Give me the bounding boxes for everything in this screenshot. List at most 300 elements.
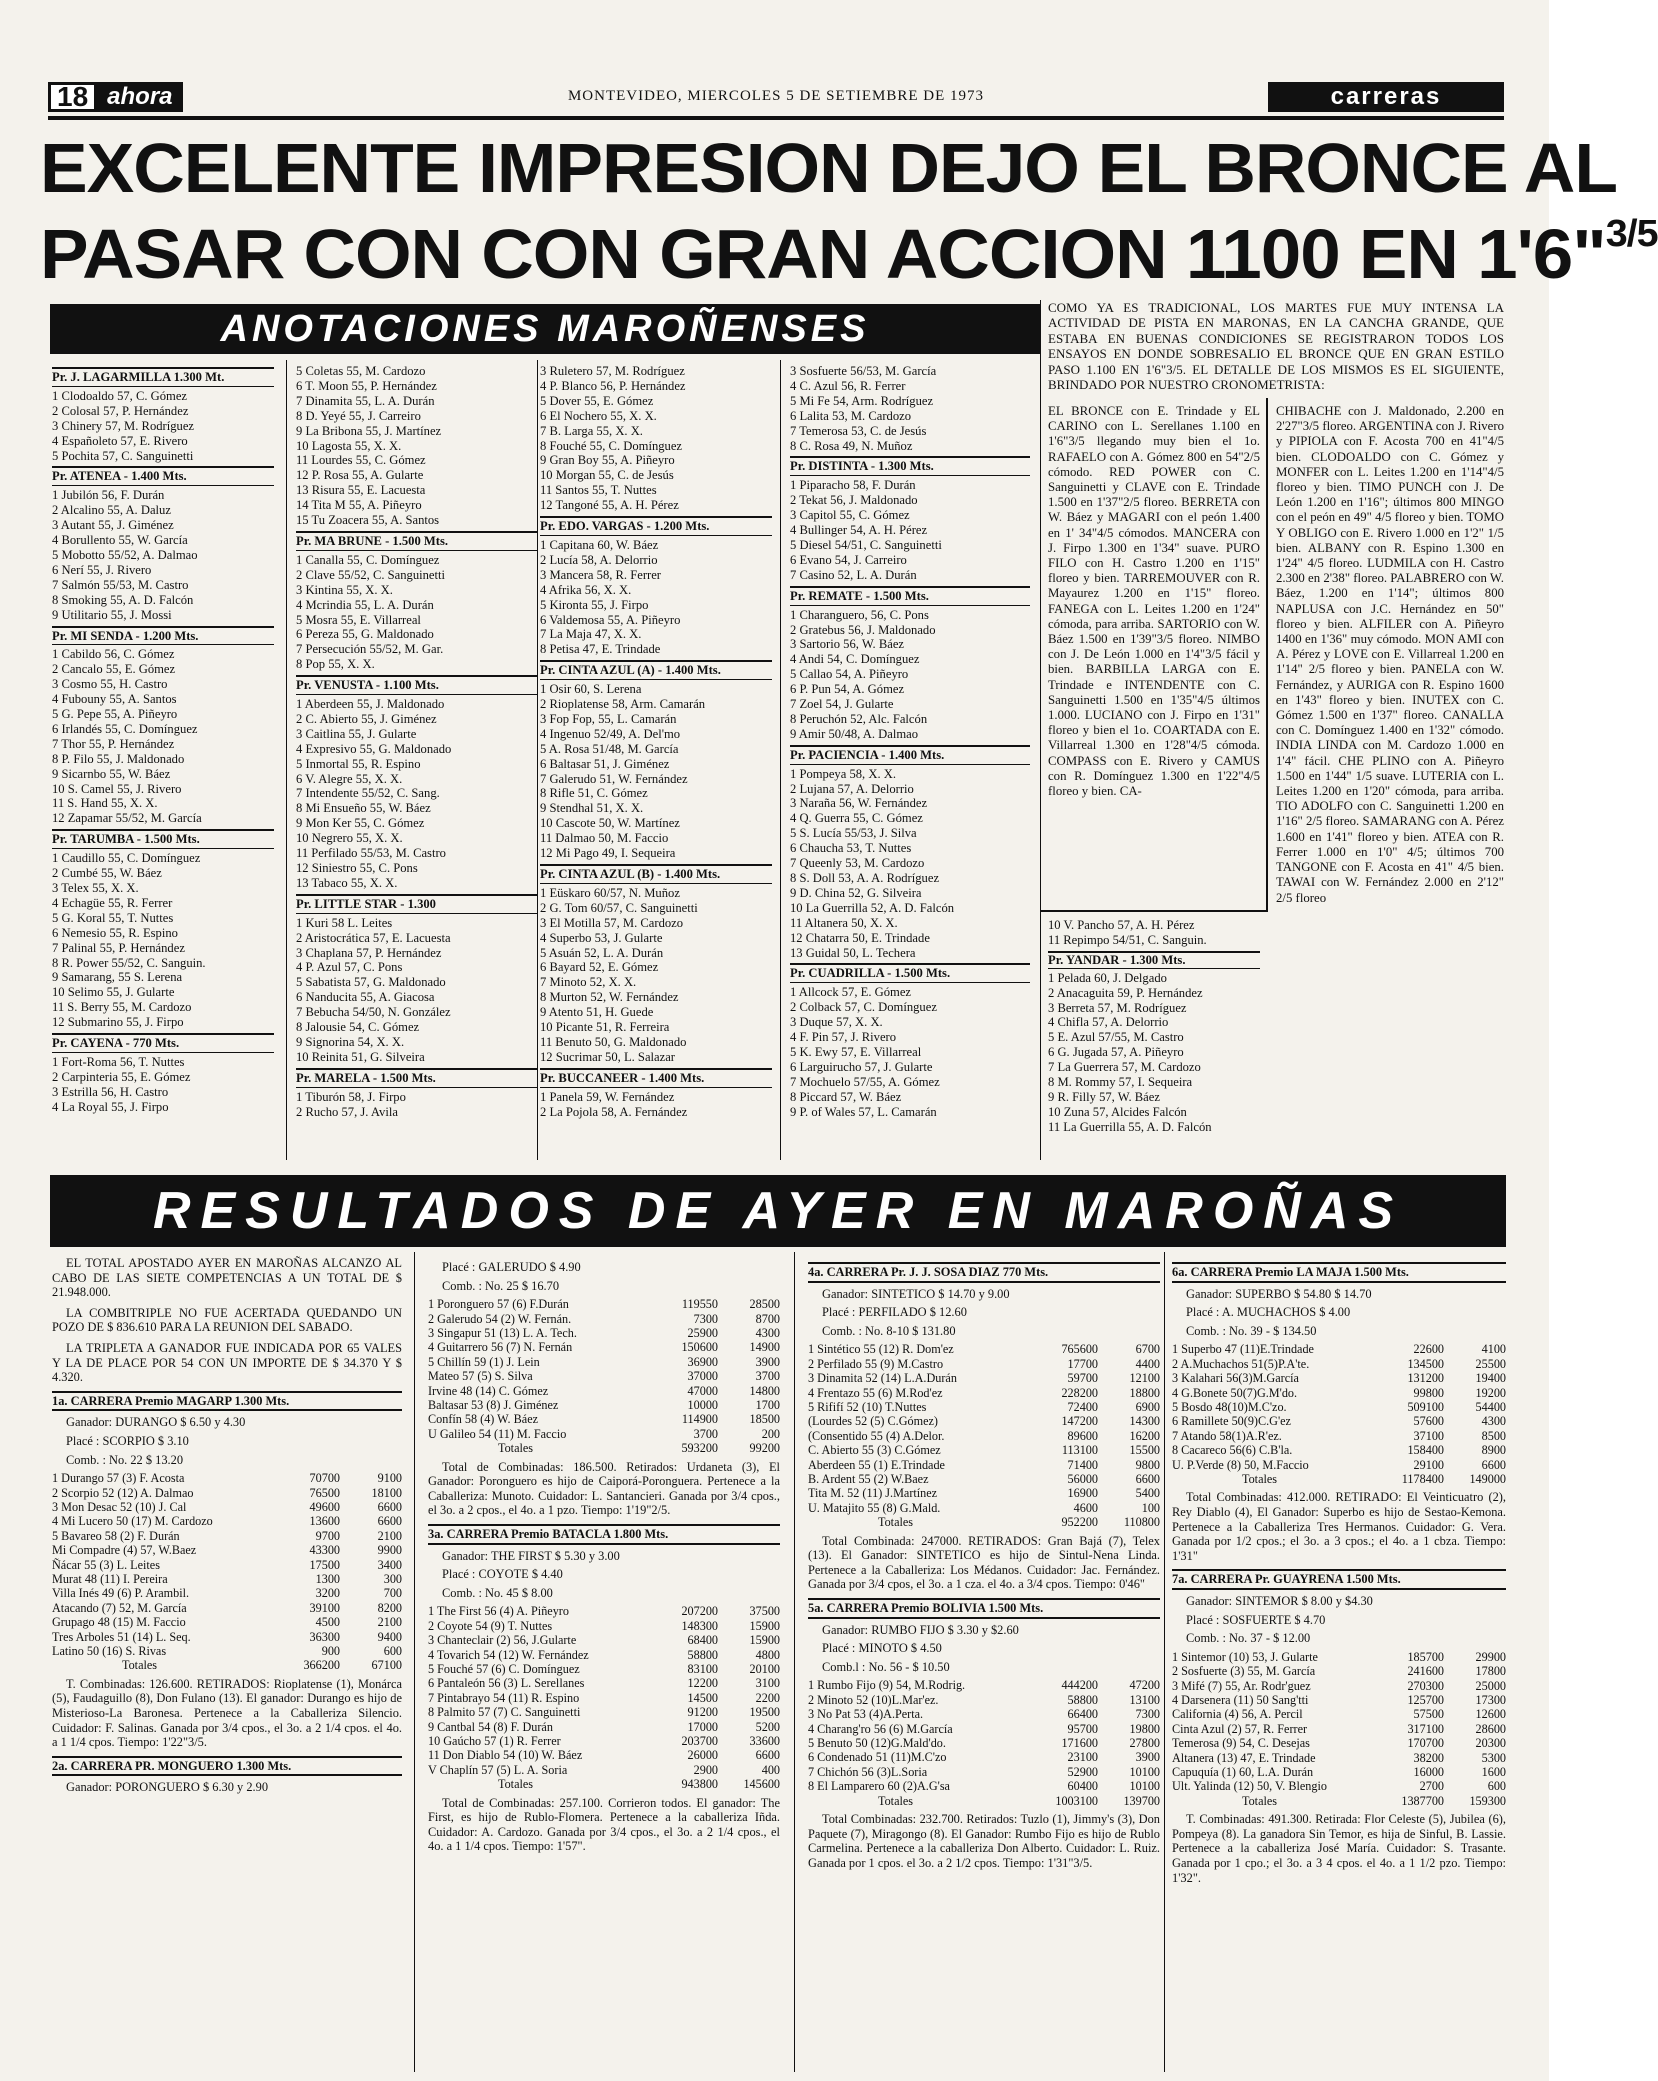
- entry-line: 2 Gratebus 56, J. Maldonado: [790, 622, 936, 637]
- entry-line: 4 Echagüe 55, R. Ferrer: [52, 895, 173, 910]
- entry-line: 4 Ingenuo 52/49, A. Del'mo: [540, 726, 681, 741]
- table-row: [428, 1312, 780, 1326]
- entry-line: 9 Utilitario 55, J. Mossi: [52, 607, 172, 622]
- bet-amount: 25500: [1475, 1356, 1506, 1371]
- entry-line: 4 Q. Guerra 55, C. Gómez: [790, 811, 923, 826]
- entry-line: 7 Thor 55, P. Hernández: [52, 736, 175, 751]
- entry-line: 12 Mi Pago 49, I. Sequeira: [540, 846, 676, 861]
- bet-amount: 150600: [681, 1340, 718, 1355]
- table-row: [1172, 1414, 1506, 1428]
- bet-amount: 4800: [755, 1647, 780, 1662]
- table-row: [808, 1765, 1160, 1779]
- bet-amount: 185700: [1407, 1649, 1444, 1664]
- horse-entry: Ñácar 55 (3) L. Leites: [52, 1557, 160, 1572]
- entry-line: 11 Perfilado 55/53, M. Castro: [296, 846, 446, 861]
- entry-line: 3 Estrilla 56, H. Castro: [52, 1084, 169, 1099]
- horse-entry: 3 Dinamita 52 (14) L.A.Durán: [808, 1371, 957, 1386]
- bet-amount: 148300: [681, 1618, 718, 1633]
- bet-amount: 36300: [309, 1629, 340, 1644]
- table-row: [808, 1501, 1160, 1515]
- bet-amount: 71400: [1067, 1457, 1098, 1472]
- horse-entry: 4 Guitarrero 56 (7) N. Fernán: [428, 1340, 573, 1355]
- entry-line: 5 Mobotto 55/52, A. Dalmao: [52, 547, 198, 562]
- entry-line: 3 Caitlina 55, J. Gularte: [296, 726, 417, 741]
- entry-line: 3 El Motilla 57, M. Cardozo: [540, 915, 684, 930]
- race-payout: Ganador: SUPERBO $ 54.80 $ 14.70: [1186, 1286, 1372, 1301]
- total-amount: 67100: [371, 1658, 402, 1673]
- horse-entry: Confín 58 (4) W. Báez: [428, 1412, 539, 1427]
- table-row: [428, 1384, 780, 1398]
- entry-line: 4 Españoleto 57, E. Rivero: [52, 433, 188, 448]
- entry-line: 7 Bebucha 54/50, N. González: [296, 1005, 451, 1020]
- table-row: [1172, 1429, 1506, 1443]
- race-payout: Placé : A. MUCHACHOS $ 4.00: [1186, 1305, 1351, 1320]
- entry-line: 2 Clave 55/52, C. Sanguinetti: [296, 567, 446, 582]
- horse-entry: 3 Mifé (7) 55, Ar. Rodr'guez: [1172, 1678, 1311, 1693]
- bet-amount: 203700: [681, 1734, 718, 1749]
- workouts-notes-2: CHIBACHE con J. Maldonado, 2.200 en 2'27"3/5 floreo. ARGENTINA con J. Rivero y PIPIOLA con F. Acosta 700 en 41"4/5 bien. CLODOALDO con C. Gómez y MONFER con L. Leites 1.200 en 1'14"4/5 floreo y bien. TIMO PUNCH con J. De León 1.200 en 1'16"; últimos 800 MINGO con el peón en 49" 4/5 floreo y bien. TOMO Y OBLIGO con E. Rivero 1.000 en 1'2" 1/5 bien. ALBANY con R. Espino 1.300 en 1'24" 4/5 floreo. LUDMILA con H. Castro 2.300 en 2'38" floreo. PALABRERO con W. Báez, 1.200 en 1'14"; últimos 800 NAPLUSA con J.C. Hernández en 50" floreo y bien. ALFILER con A. Piñeyro 1400 en 1'36" muy cómodo. MON AMI con A. Pérez y LOVE con E. Villarreal 1.200 en 1'14" 2/5 floreo y bien. PANELA con W. Fernández, y AURIGA con R. Espino 1600 en 1'43" floreo y bien. INUTEX con C. Gómez 1.500 en 1'37" floreo. CANALLA con C. Domínguez 1.400 en 1'32" cómodo. INDIA LINDA con M. Cardozo 1.000 en 1'4" fácil. CHE PLINO con A. Piñeyro 1.500 en 1'44" 1/5 suave. LUTERIA con L. Leites 1.200 en 1'20" cómoda, para arriba. TIO ADOLFO con C. Sanguinetti 1.200 en 1'16" 2/5 floreo. SAMARANG con A. Pérez 1.600 en 1'41" floreo y bien. ATEA con R. Ferrer 1.000 en 1'0" 4/5; últimos 700 TANGONE con F. Acosta en 41" 4/5 bien. TAWAI con W. Fernández 2.000 en 2'12" 2/5 floreo: [1276, 404, 1504, 905]
- horse-entry: 7 Pintabrayo 54 (11) R. Espino: [428, 1690, 580, 1705]
- entry-line: 3 Telex 55, X. X.: [52, 881, 139, 895]
- bet-amount: 22600: [1413, 1342, 1444, 1357]
- entry-line: 8 Jalousie 54, C. Gómez: [296, 1020, 420, 1035]
- race-payout: Comb. : No. 39 - $ 134.50: [1186, 1323, 1317, 1338]
- entry-line: 1 Aberdeen 55, J. Maldonado: [296, 697, 445, 712]
- bet-amount: 57600: [1413, 1414, 1444, 1429]
- column-rule: [780, 360, 781, 1160]
- race-payout: Ganador: RUMBO FIJO $ 3.30 y $2.60: [822, 1622, 1019, 1637]
- column-rule: [414, 1252, 415, 2072]
- race-payout: Placé : GALERUDO $ 4.90: [442, 1260, 581, 1274]
- entry-line: 4 Fubouny 55, A. Santos: [52, 692, 177, 707]
- entry-line: 9 Signorina 54, X. X.: [296, 1034, 405, 1049]
- entry-line: 8 Murton 52, W. Fernández: [540, 990, 679, 1005]
- bet-amount: 29100: [1413, 1457, 1444, 1472]
- table-row: [808, 1414, 1160, 1428]
- totals-row: [1172, 1794, 1506, 1808]
- bet-amount: 76500: [309, 1485, 340, 1500]
- table-row: [1172, 1650, 1506, 1664]
- entry-line: 4 Borullento 55, W. García: [52, 533, 188, 548]
- bet-amount: 2700: [1419, 1779, 1444, 1794]
- race-title: 1a. CARRERA Premio MAGARP 1.300 Mts.: [52, 1391, 402, 1412]
- results-column-3: [808, 1256, 1160, 1874]
- race-header: Pr. LITTLE STAR - 1.300: [296, 894, 538, 914]
- bet-amount: 9800: [1135, 1457, 1160, 1472]
- bet-amount: 9100: [377, 1471, 402, 1486]
- entry-line: 9 Mon Ker 55, C. Gómez: [296, 816, 425, 831]
- bet-amount: 9400: [377, 1629, 402, 1644]
- entry-line: 2 Cancalo 55, E. Gómez: [52, 662, 176, 677]
- entry-line: 8 Mi Ensueño 55, W. Báez: [296, 801, 431, 816]
- table-row: [428, 1427, 780, 1441]
- table-row: [428, 1604, 780, 1618]
- entry-line: 1 Jubilón 56, F. Durán: [52, 488, 165, 503]
- entry-line: 1 Capitana 60, W. Báez: [540, 537, 659, 552]
- bet-amount: 16200: [1129, 1428, 1160, 1443]
- bet-amount: 100: [1141, 1500, 1160, 1515]
- bet-amount: 12200: [687, 1676, 718, 1691]
- race-table: [428, 1297, 780, 1455]
- bet-amount: 59700: [1067, 1371, 1098, 1386]
- bet-amount: 170700: [1407, 1736, 1444, 1751]
- table-row: [52, 1601, 402, 1615]
- total-amount: 1003100: [1055, 1793, 1098, 1808]
- table-row: [52, 1630, 402, 1644]
- bet-amount: 171600: [1061, 1736, 1098, 1751]
- entry-line: 3 Autant 55, J. Giménez: [52, 518, 174, 533]
- bet-amount: 7300: [693, 1311, 718, 1326]
- race-payout: Comb. : No. 45 $ 8.00: [442, 1585, 553, 1600]
- race-payout: Comb. : No. 22 $ 13.20: [66, 1452, 184, 1467]
- table-row: [1172, 1371, 1506, 1385]
- bet-amount: 56000: [1067, 1472, 1098, 1487]
- entry-line: 2 Cumbé 55, W. Báez: [52, 866, 162, 881]
- entry-line: 5 A. Rosa 51/48, M. García: [540, 741, 679, 756]
- bet-amount: 10000: [687, 1398, 718, 1413]
- table-row: [428, 1763, 780, 1777]
- table-row: [428, 1355, 780, 1369]
- entry-line: 3 Sosfuerte 56/53, M. García: [790, 364, 937, 378]
- horse-entry: 3 No Pat 53 (4)A.Perta.: [808, 1707, 924, 1722]
- bet-amount: 3700: [755, 1369, 780, 1384]
- table-row: [1172, 1357, 1506, 1371]
- entry-line: 11 Altanera 50, X. X.: [790, 915, 898, 930]
- table-row: [808, 1779, 1160, 1793]
- table-row: [428, 1648, 780, 1662]
- table-row: [52, 1615, 402, 1629]
- entry-line: 7 La Maja 47, X. X.: [540, 627, 642, 642]
- horse-entry: 7 Atando 58(1)A.R'ez.: [1172, 1428, 1282, 1443]
- race-table: [808, 1342, 1160, 1529]
- entry-line: 1 Canalla 55, C. Domínguez: [296, 552, 440, 567]
- horse-entry: B. Ardent 55 (2) W.Baez: [808, 1472, 929, 1487]
- race-header: Pr. MA BRUNE - 1.500 Mts.: [296, 531, 538, 551]
- horse-entry: 5 Chillín 59 (1) J. Lein: [428, 1354, 540, 1369]
- total-amount: 593200: [681, 1441, 718, 1456]
- bet-amount: 119550: [681, 1297, 718, 1312]
- entry-line: 2 Anacaguita 59, P. Hernández: [1048, 985, 1203, 1000]
- race-summary: Total Combinadas: 232.700. Retirados: Tuzlo (1), Jimmy's (3), Don Paquete (7), Miragongo (8). El Ganador: Rumbo Fijo es hijo de Rublo Carmelina. Pertenece a la caballeriza Don Alberto. Cuidador: L. Ruiz. Ganada por 1 cpos. el 3o. a 2 1/2 cpos. Tiempo: 1'31"3/5.: [808, 1812, 1160, 1870]
- bet-amount: 20100: [749, 1662, 780, 1677]
- entry-line: 15 Tu Zoacera 55, A. Santos: [296, 513, 440, 528]
- bet-amount: 6600: [1481, 1457, 1506, 1472]
- table-row: [808, 1693, 1160, 1707]
- horse-entry: 7 Chichón 56 (3)L.Soria: [808, 1764, 928, 1779]
- anotaciones-banner: ANOTACIONES MAROÑENSES: [50, 304, 1040, 354]
- entry-line: 8 D. Yeyé 55, J. Carreiro: [296, 408, 421, 423]
- horse-entry: C. Abierto 55 (3) C.Gómez: [808, 1443, 941, 1458]
- bet-amount: 6700: [1135, 1342, 1160, 1357]
- entry-line: 6 Chaucha 53, T. Nuttes: [790, 841, 912, 856]
- race-header: Pr. VENUSTA - 1.100 Mts.: [296, 675, 538, 695]
- entry-line: 7 Salmón 55/53, M. Castro: [52, 577, 189, 592]
- bet-amount: 158400: [1407, 1443, 1444, 1458]
- bet-amount: 6600: [377, 1514, 402, 1529]
- entry-line: 1 Piparacho 58, F. Durán: [790, 478, 916, 493]
- entry-line: 9 P. of Wales 57, L. Camarán: [790, 1104, 937, 1119]
- entry-line: 3 Berreta 57, M. Rodríguez: [1048, 1000, 1187, 1015]
- publication-name: ahora: [107, 83, 173, 110]
- entry-line: 9 D. China 52, G. Silveira: [790, 885, 922, 900]
- bet-amount: 14500: [687, 1690, 718, 1705]
- resultados-banner: RESULTADOS DE AYER EN MAROÑAS: [50, 1175, 1506, 1247]
- column-rule: [1164, 1252, 1165, 2072]
- race-payout: Placé : MINOTO $ 4.50: [822, 1641, 942, 1656]
- horse-entry: Murat 48 (11) I. Pereira: [52, 1571, 168, 1586]
- entry-line: 2 C. Abierto 55, J. Giménez: [296, 711, 437, 726]
- entry-line: 2 G. Tom 60/57, C. Sanguinetti: [540, 900, 698, 915]
- bet-amount: 19500: [749, 1705, 780, 1720]
- totals-row: [808, 1794, 1160, 1808]
- entry-line: 7 Temerosa 53, C. de Jesús: [790, 423, 927, 438]
- table-row: [52, 1471, 402, 1485]
- race-table: [1172, 1342, 1506, 1486]
- horse-entry: 8 Cacareco 56(6) C.B'la.: [1172, 1443, 1293, 1458]
- entry-line: 6 Nerí 55, J. Rivero: [52, 562, 152, 577]
- entry-line: 8 Fouché 55, C. Domínguez: [540, 438, 683, 453]
- entries-column-2: [296, 364, 538, 1120]
- bet-amount: 17500: [309, 1557, 340, 1572]
- bet-amount: 9900: [377, 1543, 402, 1558]
- entry-line: 7 Intendente 55/52, C. Sang.: [296, 786, 440, 801]
- bet-amount: 13100: [1129, 1692, 1160, 1707]
- entry-line: 12 Chatarra 50, E. Trindade: [790, 930, 930, 945]
- entry-line: 5 G. Koral 55, T. Nuttes: [52, 910, 174, 925]
- total-amount: 139700: [1123, 1793, 1160, 1808]
- entry-line: 6 T. Moon 55, P. Hernández: [296, 378, 437, 393]
- entry-line: 10 Morgan 55, C. de Jesús: [540, 468, 674, 483]
- bet-amount: 14900: [749, 1340, 780, 1355]
- entry-line: 9 Samarang, 55 S. Lerena: [52, 970, 183, 985]
- bet-amount: 54400: [1475, 1400, 1506, 1414]
- entry-line: 9 Atento 51, H. Guede: [540, 1005, 654, 1020]
- table-row: [1172, 1443, 1506, 1457]
- horse-entry: Atacando (7) 52, M. García: [52, 1600, 187, 1615]
- table-row: [808, 1722, 1160, 1736]
- masthead: [48, 82, 1504, 120]
- horse-entry: 2 Galerudo 54 (2) W. Fernán.: [428, 1311, 572, 1326]
- race-header: Pr. EDO. VARGAS - 1.200 Mts.: [540, 516, 772, 536]
- entry-line: 9 Sicarnbo 55, W. Báez: [52, 766, 171, 781]
- entry-line: 13 Risura 55, E. Lacuesta: [296, 483, 426, 498]
- section-label: carreras: [1268, 82, 1504, 112]
- bet-amount: 36900: [687, 1354, 718, 1369]
- race-payout: Comb.l : No. 56 - $ 10.50: [822, 1659, 950, 1674]
- entry-line: 5 Asuán 52, L. A. Durán: [540, 945, 664, 960]
- horse-entry: Temerosa (9) 54, C. Desejas: [1172, 1736, 1310, 1751]
- bet-amount: 28600: [1475, 1721, 1506, 1736]
- bet-amount: 10100: [1129, 1779, 1160, 1794]
- entry-line: 7 Galerudo 51, W. Fernández: [540, 771, 688, 786]
- race-table: [428, 1604, 780, 1791]
- entry-line: 6 Larguirucho 57, J. Gularte: [790, 1059, 933, 1074]
- table-row: [1172, 1751, 1506, 1765]
- table-row: [52, 1486, 402, 1500]
- entry-line: 2 Rucho 57, J. Avila: [296, 1104, 398, 1119]
- column-rule: [537, 360, 538, 1160]
- race-header: Pr. CINTA AZUL (B) - 1.400 Mts.: [540, 864, 772, 884]
- entry-line: 9 R. Filly 57, W. Báez: [1048, 1089, 1160, 1104]
- horse-entry: 4 Frentazo 55 (6) M.Rod'ez: [808, 1385, 943, 1400]
- entry-line: 1 Panela 59, W. Fernández: [540, 1089, 675, 1104]
- bet-amount: 207200: [681, 1604, 718, 1619]
- table-row: [808, 1429, 1160, 1443]
- horse-entry: Altanera (13) 47, E. Trindade: [1172, 1750, 1316, 1765]
- bet-amount: 19800: [1129, 1721, 1160, 1736]
- bet-amount: 900: [321, 1644, 340, 1658]
- total-amount: 149000: [1469, 1472, 1506, 1487]
- bet-amount: 131200: [1407, 1371, 1444, 1386]
- bet-amount: 200: [761, 1426, 780, 1441]
- entry-line: 3 Chaplana 57, P. Hernández: [296, 945, 442, 960]
- bet-amount: 19200: [1475, 1385, 1506, 1400]
- entry-line: 8 Pop 55, X. X.: [296, 657, 375, 672]
- table-row: [428, 1412, 780, 1426]
- total-amount: 1387700: [1401, 1793, 1444, 1808]
- race-summary: T. Combinadas: 491.300. Retirada: Flor Celeste (5), Jubilea (6), Pompeya (8). La ganadora Sin Temor, es hija de Sinful, B. Lassie. Pertenece a la caballeriza José María. Cuidador: S. Trasante. Ganada por 1 cpo.; el 3o. a 3 4 cpos. el 4o. a 1 1/2 pzo. Tiempo: 1'32".: [1172, 1812, 1506, 1885]
- table-row: [808, 1458, 1160, 1472]
- bet-amount: 5200: [755, 1719, 780, 1734]
- table-row: [808, 1736, 1160, 1750]
- race-title: 4a. CARRERA Pr. J. J. SOSA DIAZ 770 Mts.: [808, 1262, 1160, 1283]
- race-header: Pr. J. LAGARMILLA 1.300 Mt.: [52, 367, 274, 387]
- entry-line: 2 Alcalino 55, A. Daluz: [52, 503, 171, 518]
- horse-entry: 6 Pantaleón 56 (3) L. Serellanes: [428, 1676, 585, 1691]
- entry-line: 2 La Pojola 58, A. Fernández: [540, 1104, 688, 1119]
- entry-line: 5 Mi Fe 54, Arm. Rodríguez: [790, 393, 934, 408]
- entry-line: 12 Siniestro 55, C. Pons: [296, 861, 418, 875]
- entry-line: 5 Kironta 55, J. Firpo: [540, 597, 649, 612]
- bet-amount: 15500: [1129, 1443, 1160, 1458]
- table-row: [808, 1400, 1160, 1414]
- bet-amount: 4400: [1135, 1356, 1160, 1371]
- race-result: [428, 1260, 780, 1518]
- horse-entry: 2 Coyote 54 (9) T. Nuttes: [428, 1618, 553, 1633]
- entry-line: 4 Mcrindia 55, L. A. Durán: [296, 597, 434, 612]
- entry-line: 4 C. Azul 56, R. Ferrer: [790, 378, 906, 393]
- table-row: [808, 1386, 1160, 1400]
- entry-line: 5 E. Azul 57/55, M. Castro: [1048, 1030, 1184, 1045]
- table-row: [52, 1644, 402, 1658]
- total-amount: 366200: [303, 1658, 340, 1673]
- table-row: [1172, 1736, 1506, 1750]
- race-summary: Total de Combinadas: 186.500. Retirados: Urdaneta (3), El Ganador: Poronguero es hijo de Caiporá-Poronguera. Pertenece a la Caballeriza: Munoto. Cuidador: L. Santancieri. Ganada por 3/4 cpos., el 3o. a 2 cpos., el 4o. a 1 pzo. Tiempo: 1'19"2/5.: [428, 1459, 780, 1518]
- entry-line: 12 Sucrimar 50, L. Salazar: [540, 1049, 675, 1064]
- horse-entry: 2 Minoto 52 (10)L.Mar'ez.: [808, 1692, 939, 1707]
- entry-line: 5 K. Ewy 57, E. Villarreal: [790, 1044, 922, 1059]
- race-summary: Total Combinadas: 412.000. RETIRADO: El Veinticuatro (2), Rey Diablo (4), El Ganador: Superbo es hijo de Sestao-Kemona. Pertenece a la Caballeriza Tres Hermanos. Cuidador: G. Vera. Ganada por 1/2 cpos.; el 3o. a 3 cpos.; el 4o. a 1 cbza. Tiempo: 1'31": [1172, 1490, 1506, 1563]
- bet-amount: 91200: [687, 1705, 718, 1720]
- table-row: [1172, 1693, 1506, 1707]
- bet-amount: 15900: [749, 1633, 780, 1648]
- race-title: 2a. CARRERA PR. MONGUERO 1.300 Mts.: [52, 1756, 402, 1777]
- horse-entry: 4 Darsenera (11) 50 Sang'tti: [1172, 1693, 1309, 1707]
- total-amount: 110800: [1123, 1515, 1160, 1530]
- bet-amount: 49600: [309, 1499, 340, 1514]
- results-intro: LA COMBITRIPLE NO FUE ACERTADA QUEDANDO UN POZO DE $ 836.610 PARA LA REUNION DEL SABADO.: [52, 1305, 402, 1335]
- bet-amount: 43300: [309, 1543, 340, 1558]
- bet-amount: 134500: [1407, 1356, 1444, 1371]
- bet-amount: 700: [383, 1586, 402, 1601]
- entry-line: 13 Tabaco 55, X. X.: [296, 875, 398, 890]
- horse-entry: 5 Bavareo 58 (2) F. Durán: [52, 1528, 180, 1543]
- bet-amount: 1700: [755, 1398, 780, 1413]
- race-payout: Ganador: PORONGUERO $ 6.30 y 2.90: [66, 1780, 269, 1795]
- table-row: [808, 1707, 1160, 1721]
- headline-line-2-main: PASAR CON CON GRAN ACCION 1100 EN 1'6": [40, 215, 1606, 293]
- entry-line: 3 Chinery 57, M. Rodríguez: [52, 418, 195, 433]
- bet-amount: 70700: [309, 1471, 340, 1486]
- bet-amount: 18500: [749, 1412, 780, 1427]
- entry-line: 11 La Guerrilla 55, A. D. Falcón: [1048, 1119, 1212, 1134]
- date-line: MONTEVIDEO, MIERCOLES 5 DE SETIEMBRE DE 1973: [567, 88, 985, 104]
- table-row: [428, 1398, 780, 1412]
- race-payout: Ganador: SINTETICO $ 14.70 y 9.00: [822, 1286, 1010, 1301]
- entries-column-5: [1048, 918, 1260, 1135]
- horse-entry: 1 The First 56 (4) A. Piñeyro: [428, 1604, 569, 1619]
- bet-amount: 16000: [1413, 1765, 1444, 1780]
- entry-line: 12 Tangoné 55, A. H. Pérez: [540, 498, 679, 513]
- horse-entry: 5 Bosdo 48(10)M.C'zo.: [1172, 1400, 1287, 1414]
- bet-amount: 17800: [1475, 1664, 1506, 1679]
- totals-label: Totales: [1242, 1793, 1278, 1808]
- bet-amount: 2200: [755, 1690, 780, 1705]
- entry-line: 4 P. Blanco 56, P. Hernández: [540, 378, 686, 393]
- table-row: [1172, 1679, 1506, 1693]
- bet-amount: 3400: [377, 1557, 402, 1572]
- entry-line: 8 Piccard 57, W. Báez: [790, 1089, 902, 1104]
- bet-amount: 4300: [755, 1326, 780, 1340]
- race-summary: Total de Combinadas: 257.100. Corrieron todos. El ganador: The First, es hijo de Rublo-Flomera. Pertenece a la caballeriza Iñda. Cuidador: A. Cardozo. Ganada por 3/4 cpos., el 3o. a 2 1/4 cpos., el 4o. a 1 1/4 cpos. Tiempo: 1'57".: [428, 1795, 780, 1854]
- results-intro: EL TOTAL APOSTADO AYER EN MAROÑAS ALCANZO AL CABO DE LAS SIETE COMPETENCIAS A UN TOTAL DE $ 21.948.000.: [52, 1256, 402, 1300]
- entry-line: 7 Palinal 55, P. Hernández: [52, 940, 185, 955]
- entry-line: 7 Persecución 55/52, M. Gar.: [296, 642, 444, 657]
- entry-line: 11 Repimpo 54/51, C. Sanguin.: [1048, 932, 1207, 947]
- horse-entry: 4 Mi Lucero 50 (17) M. Cardozo: [52, 1514, 213, 1529]
- entry-line: 3 Capitol 55, C. Gómez: [790, 508, 910, 523]
- entry-line: 3 Duque 57, X. X.: [790, 1015, 883, 1030]
- entry-line: 1 Kuri 58 L. Leites: [296, 915, 393, 930]
- totals-row: [1172, 1472, 1506, 1486]
- horse-entry: 2 Sosfuerte (3) 55, M. García: [1172, 1664, 1316, 1679]
- entry-line: 10 Selimo 55, J. Gularte: [52, 985, 175, 1000]
- entry-line: 7 Casino 52, L. A. Durán: [790, 567, 917, 582]
- entry-line: 5 G. Pepe 55, A. Piñeyro: [52, 707, 178, 722]
- horse-entry: 1 Sintemor (10) 53, J. Gularte: [1172, 1649, 1318, 1664]
- horse-entry: U Galileo 54 (11) M. Faccio: [428, 1426, 567, 1441]
- table-row: [1172, 1458, 1506, 1472]
- totals-label: Totales: [498, 1441, 534, 1456]
- horse-entry: 8 El Lamparero 60 (2)A.G'sa: [808, 1779, 950, 1794]
- entry-line: 4 Chifla 57, A. Delorrio: [1048, 1015, 1169, 1030]
- entry-line: 3 Kintina 55, X. X.: [296, 582, 393, 597]
- entry-line: 5 Callao 54, A. Piñeyro: [790, 667, 909, 682]
- entry-line: 6 P. Pun 54, A. Gómez: [790, 682, 905, 697]
- bet-amount: 317100: [1407, 1721, 1444, 1736]
- entry-line: 10 Lagosta 55, X. X.: [296, 438, 402, 453]
- table-row: [808, 1443, 1160, 1457]
- table-row: [428, 1676, 780, 1690]
- entry-line: 2 Aristocrática 57, E. Lacuesta: [296, 930, 451, 945]
- totals-label: Totales: [122, 1658, 158, 1673]
- horse-entry: 1 Superbo 47 (11)E.Trindade: [1172, 1342, 1314, 1357]
- entry-line: 2 Lujana 57, A. Delorrio: [790, 781, 914, 796]
- entry-line: 4 Bullinger 54, A. H. Pérez: [790, 523, 928, 538]
- bet-amount: 6600: [377, 1499, 402, 1514]
- results-column-1: [52, 1256, 402, 1795]
- entry-line: 6 Nanducita 55, A. Giacosa: [296, 990, 435, 1005]
